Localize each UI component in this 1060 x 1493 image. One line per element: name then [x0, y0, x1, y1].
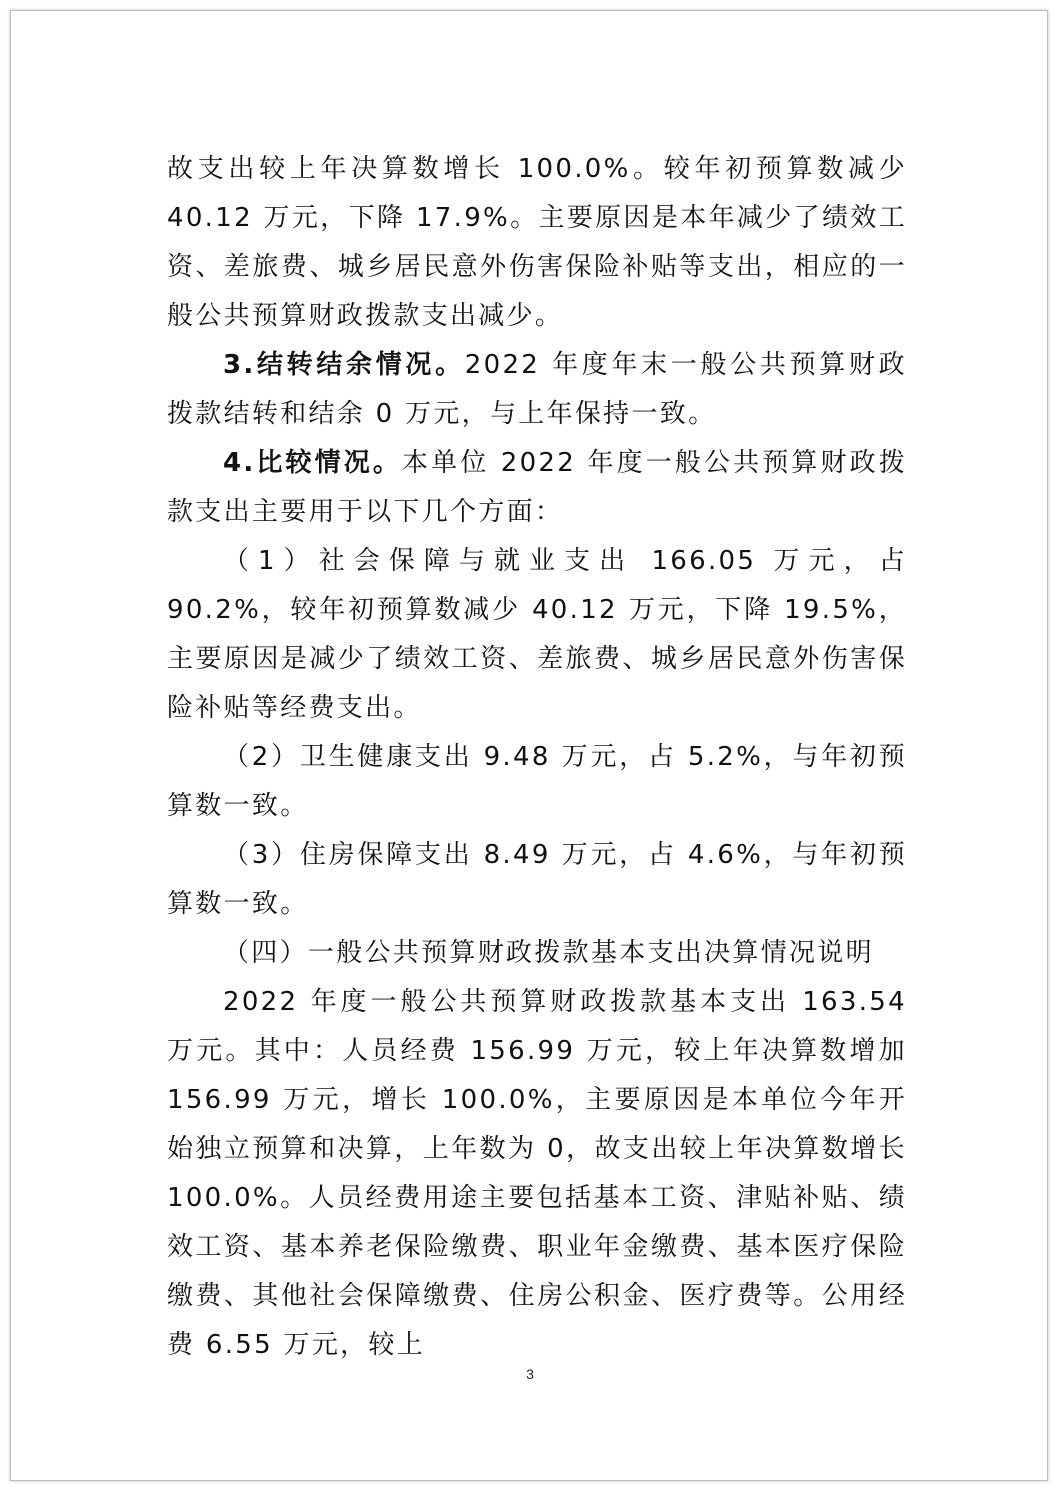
carryover-body: 2022 年度年末一般公共预算财政拨款结转和结余 0 万元，与上年保持一致。 [167, 350, 907, 429]
document-page [10, 10, 1048, 1481]
paragraph-social-security: （1）社会保障与就业支出 166.05 万元，占 90.2%，较年初预算数减少 40.12 万元，下降 19.5%，主要原因是减少了绩效工资、差旅费、城乡居民意外伤害保险补贴等经费支出。 [167, 546, 907, 723]
comparison-heading: 4.比较情况。 [223, 448, 402, 478]
paragraph-expenditure-change: 故支出较上年决算数增长 100.0%。较年初预算数减少 40.12 万元，下降 17.9%。主要原因是本年减少了绩效工资、差旅费、城乡居民意外伤害保险补贴等支出，相应的一般公共预算财政拨款支出减少。 [167, 154, 907, 331]
document-body [167, 145, 907, 1370]
comparison-body: 本单位 2022 年度一般公共预算财政拨款支出主要用于以下几个方面： [167, 448, 907, 527]
paragraph-comparison [167, 439, 907, 537]
paragraph-carryover [167, 341, 907, 439]
carryover-heading: 3.结转结余情况。 [223, 350, 465, 380]
page-number: 3 [526, 1366, 534, 1382]
paragraph-housing: （3）住房保障支出 8.49 万元，占 4.6%，与年初预算数一致。 [167, 840, 907, 919]
paragraph-health: （2）卫生健康支出 9.48 万元，占 5.2%，与年初预算数一致。 [167, 742, 907, 821]
section-title-basic-expenditure: （四）一般公共预算财政拨款基本支出决算情况说明 [223, 938, 874, 968]
paragraph-basic-expenditure: 2022 年度一般公共预算财政拨款基本支出 163.54 万元。其中：人员经费 156.99 万元，较上年决算数增加 156.99 万元，增长 100.0%，主要原因是本单位今年开始独立预算和决算，上年数为 0，故支出较上年决算数增长 100.0%。人员经费用途主要包括基本工资、津贴补贴、绩效工资、基本养老保险缴费、职业年金缴费、基本医疗保险缴费、其他社会保障缴费、住房公积金、医疗费等。公用经费 6.55 万元，较上 [167, 987, 907, 1360]
